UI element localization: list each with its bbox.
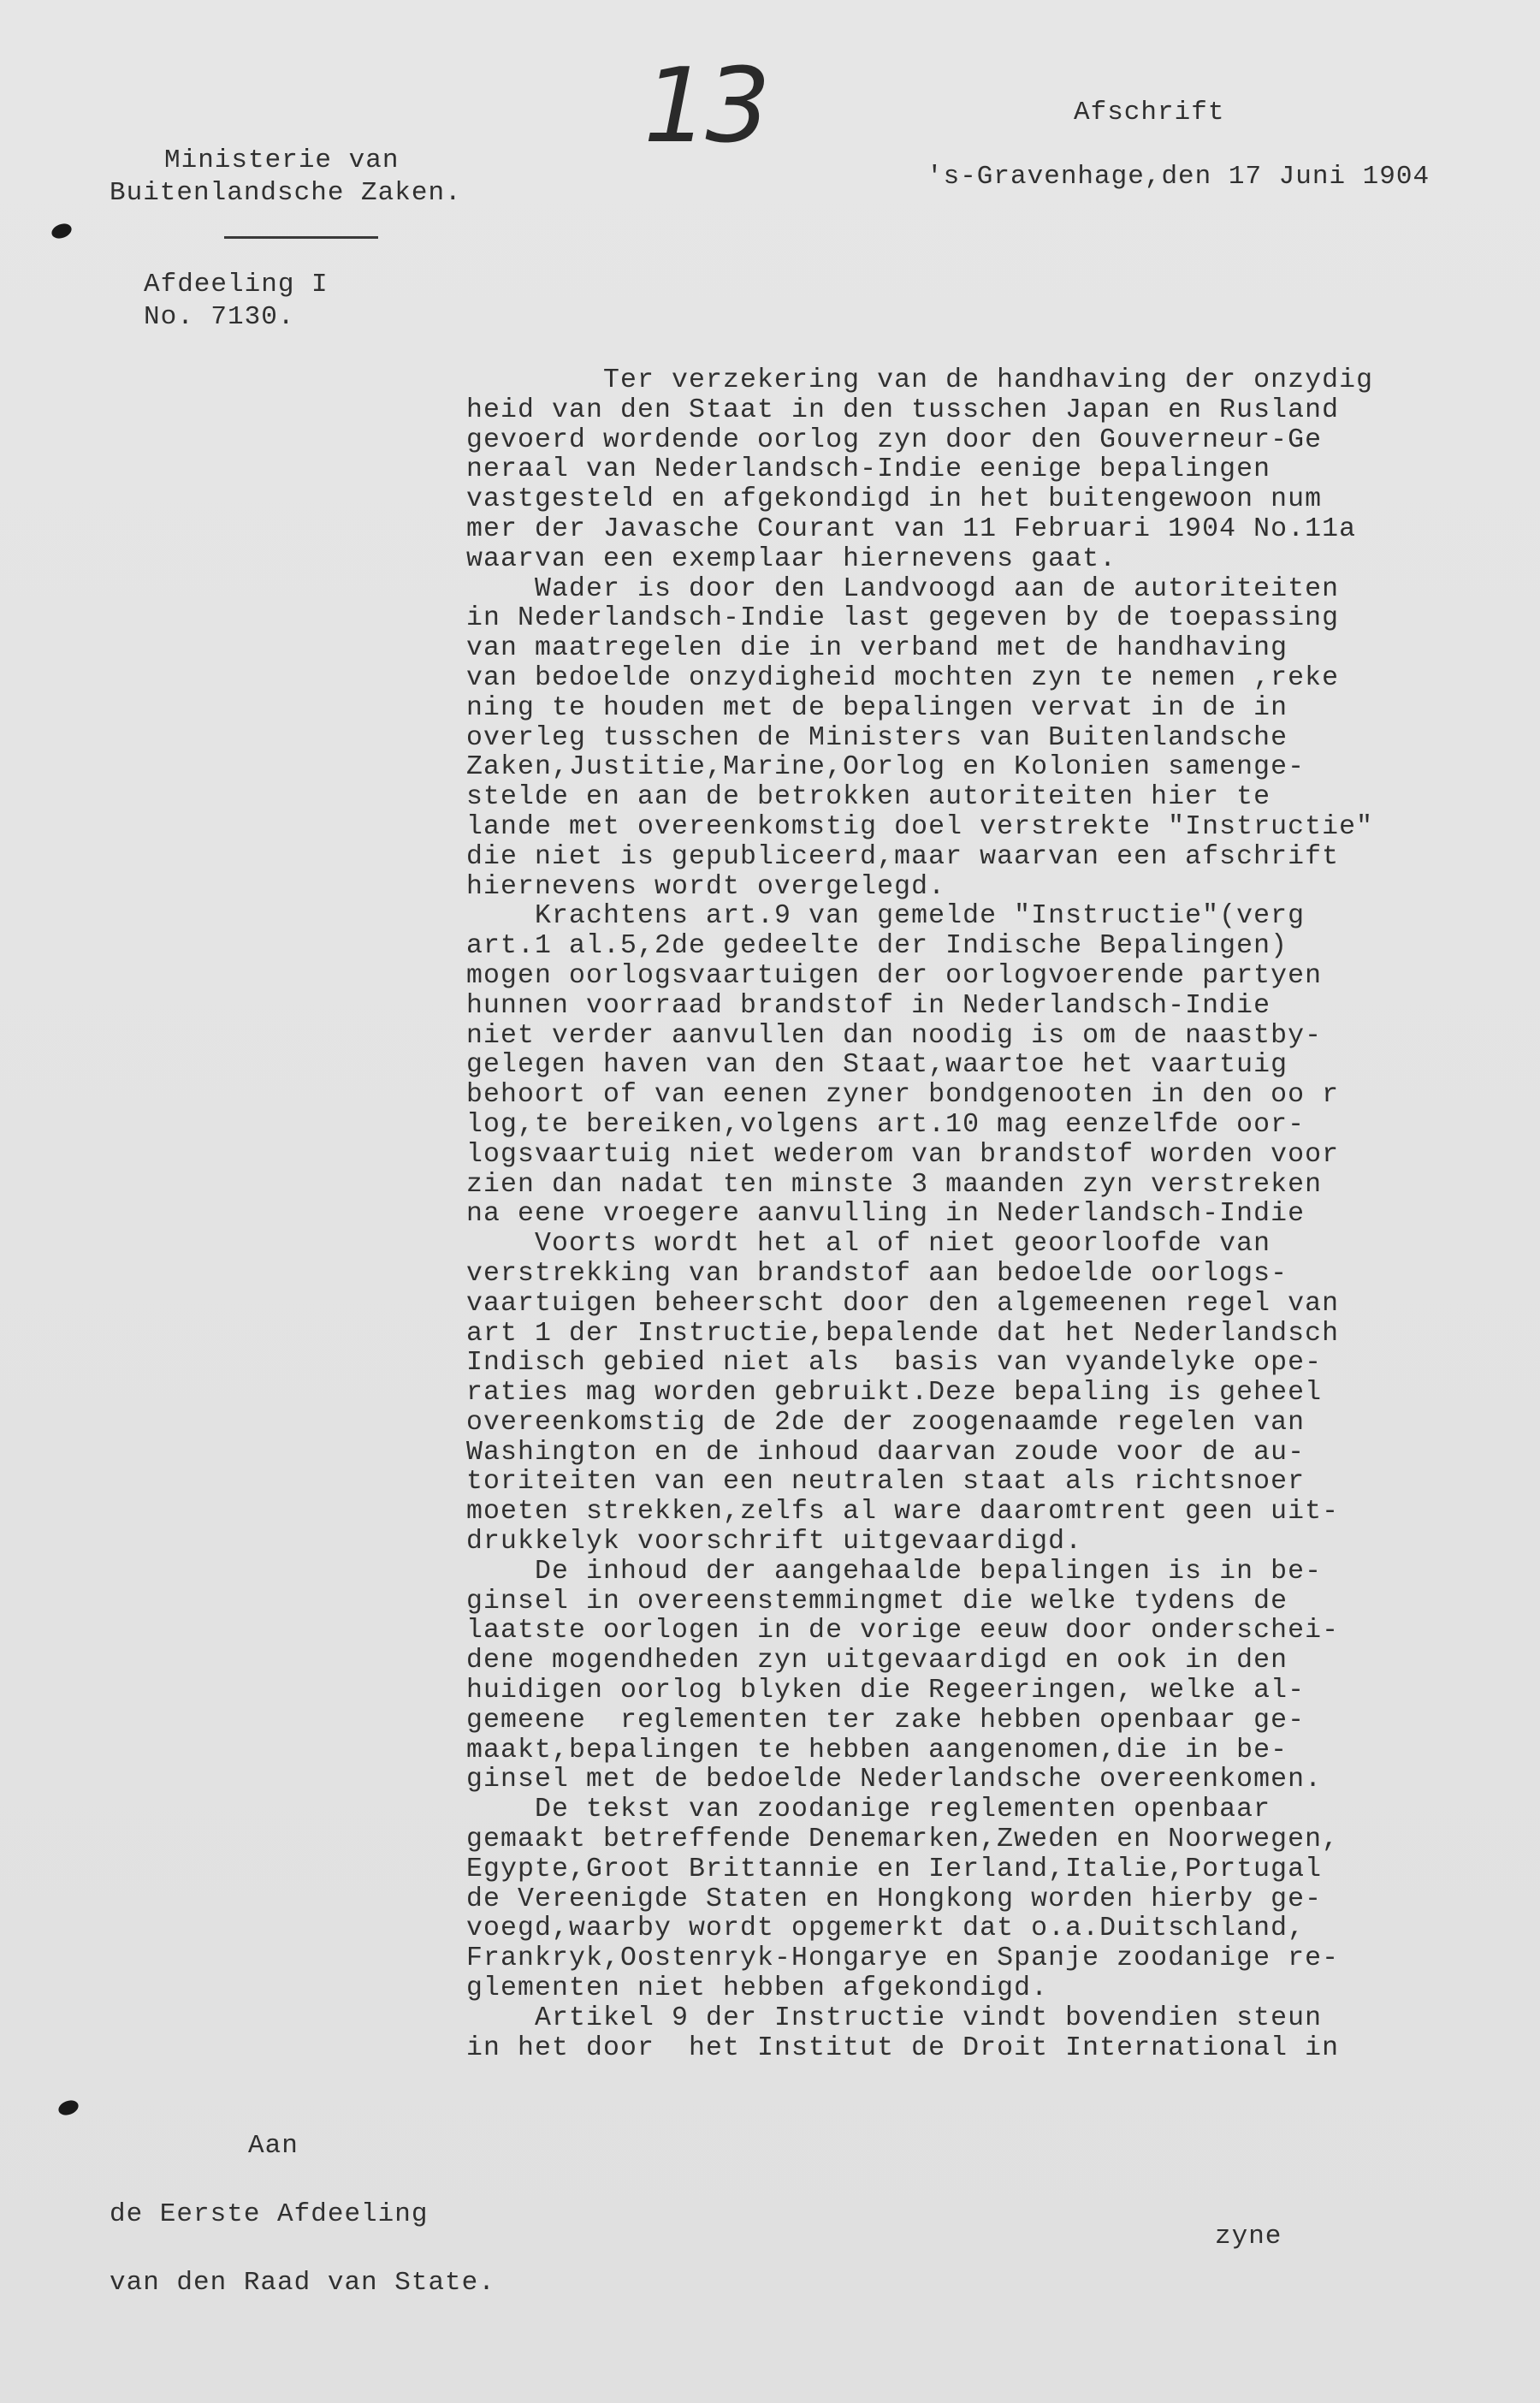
body-line: lande met overeenkomstig doel verstrekte "Instructie" [466, 811, 1374, 842]
body-line: Krachtens art.9 van gemelde "Instructie"(verg [466, 901, 1306, 932]
body-line: glementen niet hebben afgekondigd. [466, 1973, 1049, 2004]
body-line: de Vereenigde Staten en Hongkong worden hierby ge- [466, 1884, 1323, 1914]
body-line: voegd,waarby wordt opgemerkt dat o.a.Duitschland, [466, 1914, 1306, 1944]
body-line: Egypte,Groot Brittannie en Ierland,Italie,Portugal [466, 1854, 1323, 1884]
body-line: raties mag worden gebruikt.Deze bepaling is geheel [466, 1378, 1323, 1409]
copy-label: Afschrift [1074, 98, 1225, 128]
body-line: gevoerd wordende oorlog zyn door den Gouverneur-Ge [466, 424, 1323, 455]
body-line: huidigen oorlog blyken die Regeeringen, welke al- [466, 1676, 1306, 1706]
body-line: gelegen haven van den Staat,waartoe het vaartuig [466, 1050, 1288, 1081]
body-line: drukkelyk voorschrift uitgevaardigd. [466, 1527, 1083, 1558]
body-line: gemeene reglementen ter zake hebben openbaar ge- [466, 1705, 1306, 1736]
body-line: ginsel in overeenstemmingmet die welke tydens de [466, 1586, 1288, 1617]
body-line: Artikel 9 der Instructie vindt bovendien steun [466, 2002, 1323, 2033]
body-line: die niet is gepubliceerd,maar waarvan een afschrift [466, 841, 1340, 872]
body-line: behoort of van eenen zyner bondgenooten in den oo r [466, 1080, 1340, 1111]
body-line: hiernevens wordt overgelegd. [466, 871, 946, 902]
body-line: toriteiten van een neutralen staat als richtsnoer [466, 1467, 1306, 1498]
body-line: vastgesteld en afgekondigd in het buitengewoon num [466, 484, 1323, 515]
body-line: in Nederlandsch-Indie last gegeven by de toepassing [466, 603, 1340, 634]
body-line: logsvaartuig niet wederom van brandstof worden voor [466, 1139, 1340, 1170]
ministry-line-2: Buitenlandsche Zaken. [110, 178, 462, 208]
document-number: No. 7130. [144, 302, 295, 332]
body-line: Wader is door den Landvoogd aan de autoriteiten [466, 573, 1340, 604]
address-line-2: van den Raad van State. [110, 2268, 495, 2298]
body-line: van bedoelde onzydigheid mochten zyn te nemen ,reke [466, 662, 1340, 693]
body-line: moeten strekken,zelfs al ware daaromtrent geen uit- [466, 1497, 1340, 1528]
body-line: gemaakt betreffende Denemarken,Zweden en Noorwegen, [466, 1824, 1340, 1855]
body-line: overleg tusschen de Ministers van Buitenlandsche [466, 722, 1288, 753]
address-line-1: de Eerste Afdeeling [110, 2199, 429, 2229]
margin-mark-top [50, 221, 74, 240]
body-line: De inhoud der aangehaalde bepalingen is in be- [466, 1556, 1323, 1587]
body-line: art.1 al.5,2de gedeelte der Indische Bepalingen) [466, 931, 1288, 962]
body-line: De tekst van zoodanige reglementen openbaar [466, 1795, 1271, 1825]
body-line: na eene vroegere aanvulling in Nederlandsch-Indie [466, 1199, 1306, 1230]
body-line: maakt,bepalingen te hebben aangenomen,die in be- [466, 1735, 1288, 1765]
body-line: Indisch gebied niet als basis van vyandelyke ope- [466, 1348, 1323, 1379]
body-line: hunnen voorraad brandstof in Nederlandsch-Indie [466, 990, 1271, 1021]
body-line: dene mogendheden zyn uitgevaardigd en ook in den [466, 1646, 1288, 1676]
body-line: waarvan een exemplaar hiernevens gaat. [466, 543, 1117, 574]
body-line: log,te bereiken,volgens art.10 mag eenzelfde oor- [466, 1109, 1306, 1140]
ministry-line-1: Ministerie van [164, 145, 400, 175]
department-label: Afdeeling I [144, 270, 329, 300]
body-line: Zaken,Justitie,Marine,Oorlog en Kolonien samenge- [466, 752, 1306, 783]
place-date: 's-Gravenhage,den 17 Juni 1904 [927, 162, 1430, 192]
body-line: van maatregelen die in verband met de handhaving [466, 633, 1288, 664]
body-line: verstrekking van brandstof aan bedoelde oorlogs- [466, 1258, 1288, 1289]
body-line: Washington en de inhoud daarvan zoude voor de au- [466, 1437, 1306, 1468]
body-line: laatste oorlogen in de vorige eeuw door onderschei- [466, 1616, 1340, 1646]
body-line: mogen oorlogsvaartuigen der oorlogvoerende partyen [466, 960, 1323, 991]
body-line: niet verder aanvullen dan noodig is om de naastby- [466, 1020, 1323, 1051]
body-line: Voorts wordt het al of niet geoorloofde van [466, 1229, 1271, 1260]
body-line: zien dan nadat ten minste 3 maanden zyn verstreken [466, 1169, 1323, 1200]
address-to: Aan [248, 2131, 299, 2161]
header-underline [224, 236, 378, 239]
letter-body [466, 366, 1484, 2063]
catchword: zyne [1215, 2222, 1282, 2252]
body-line: stelde en aan de betrokken autoriteiten hier te [466, 782, 1271, 813]
body-line: Ter verzekering van de handhaving der onzydig [466, 365, 1374, 395]
body-line: in het door het Institut de Droit International in [466, 2032, 1340, 2063]
body-line: ginsel met de bedoelde Nederlandsche overeenkomen. [466, 1765, 1323, 1795]
body-line: ning te houden met de bepalingen vervat in de in [466, 692, 1288, 723]
handwritten-page-number: 13 [643, 47, 767, 166]
margin-mark-bottom [56, 2097, 80, 2117]
body-line: Frankryk,Oostenryk-Hongarye en Spanje zoodanige re- [466, 1943, 1340, 1974]
body-line: art 1 der Instructie,bepalende dat het Nederlandsch [466, 1318, 1340, 1349]
body-line: overeenkomstig de 2de der zoogenaamde regelen van [466, 1407, 1306, 1438]
body-line: mer der Javasche Courant van 11 Februari 1904 No.11a [466, 513, 1357, 544]
body-line: heid van den Staat in den tusschen Japan en Rusland [466, 395, 1340, 425]
body-line: vaartuigen beheerscht door den algemeenen regel van [466, 1288, 1340, 1319]
body-line: neraal van Nederlandsch-Indie eenige bepalingen [466, 454, 1271, 485]
